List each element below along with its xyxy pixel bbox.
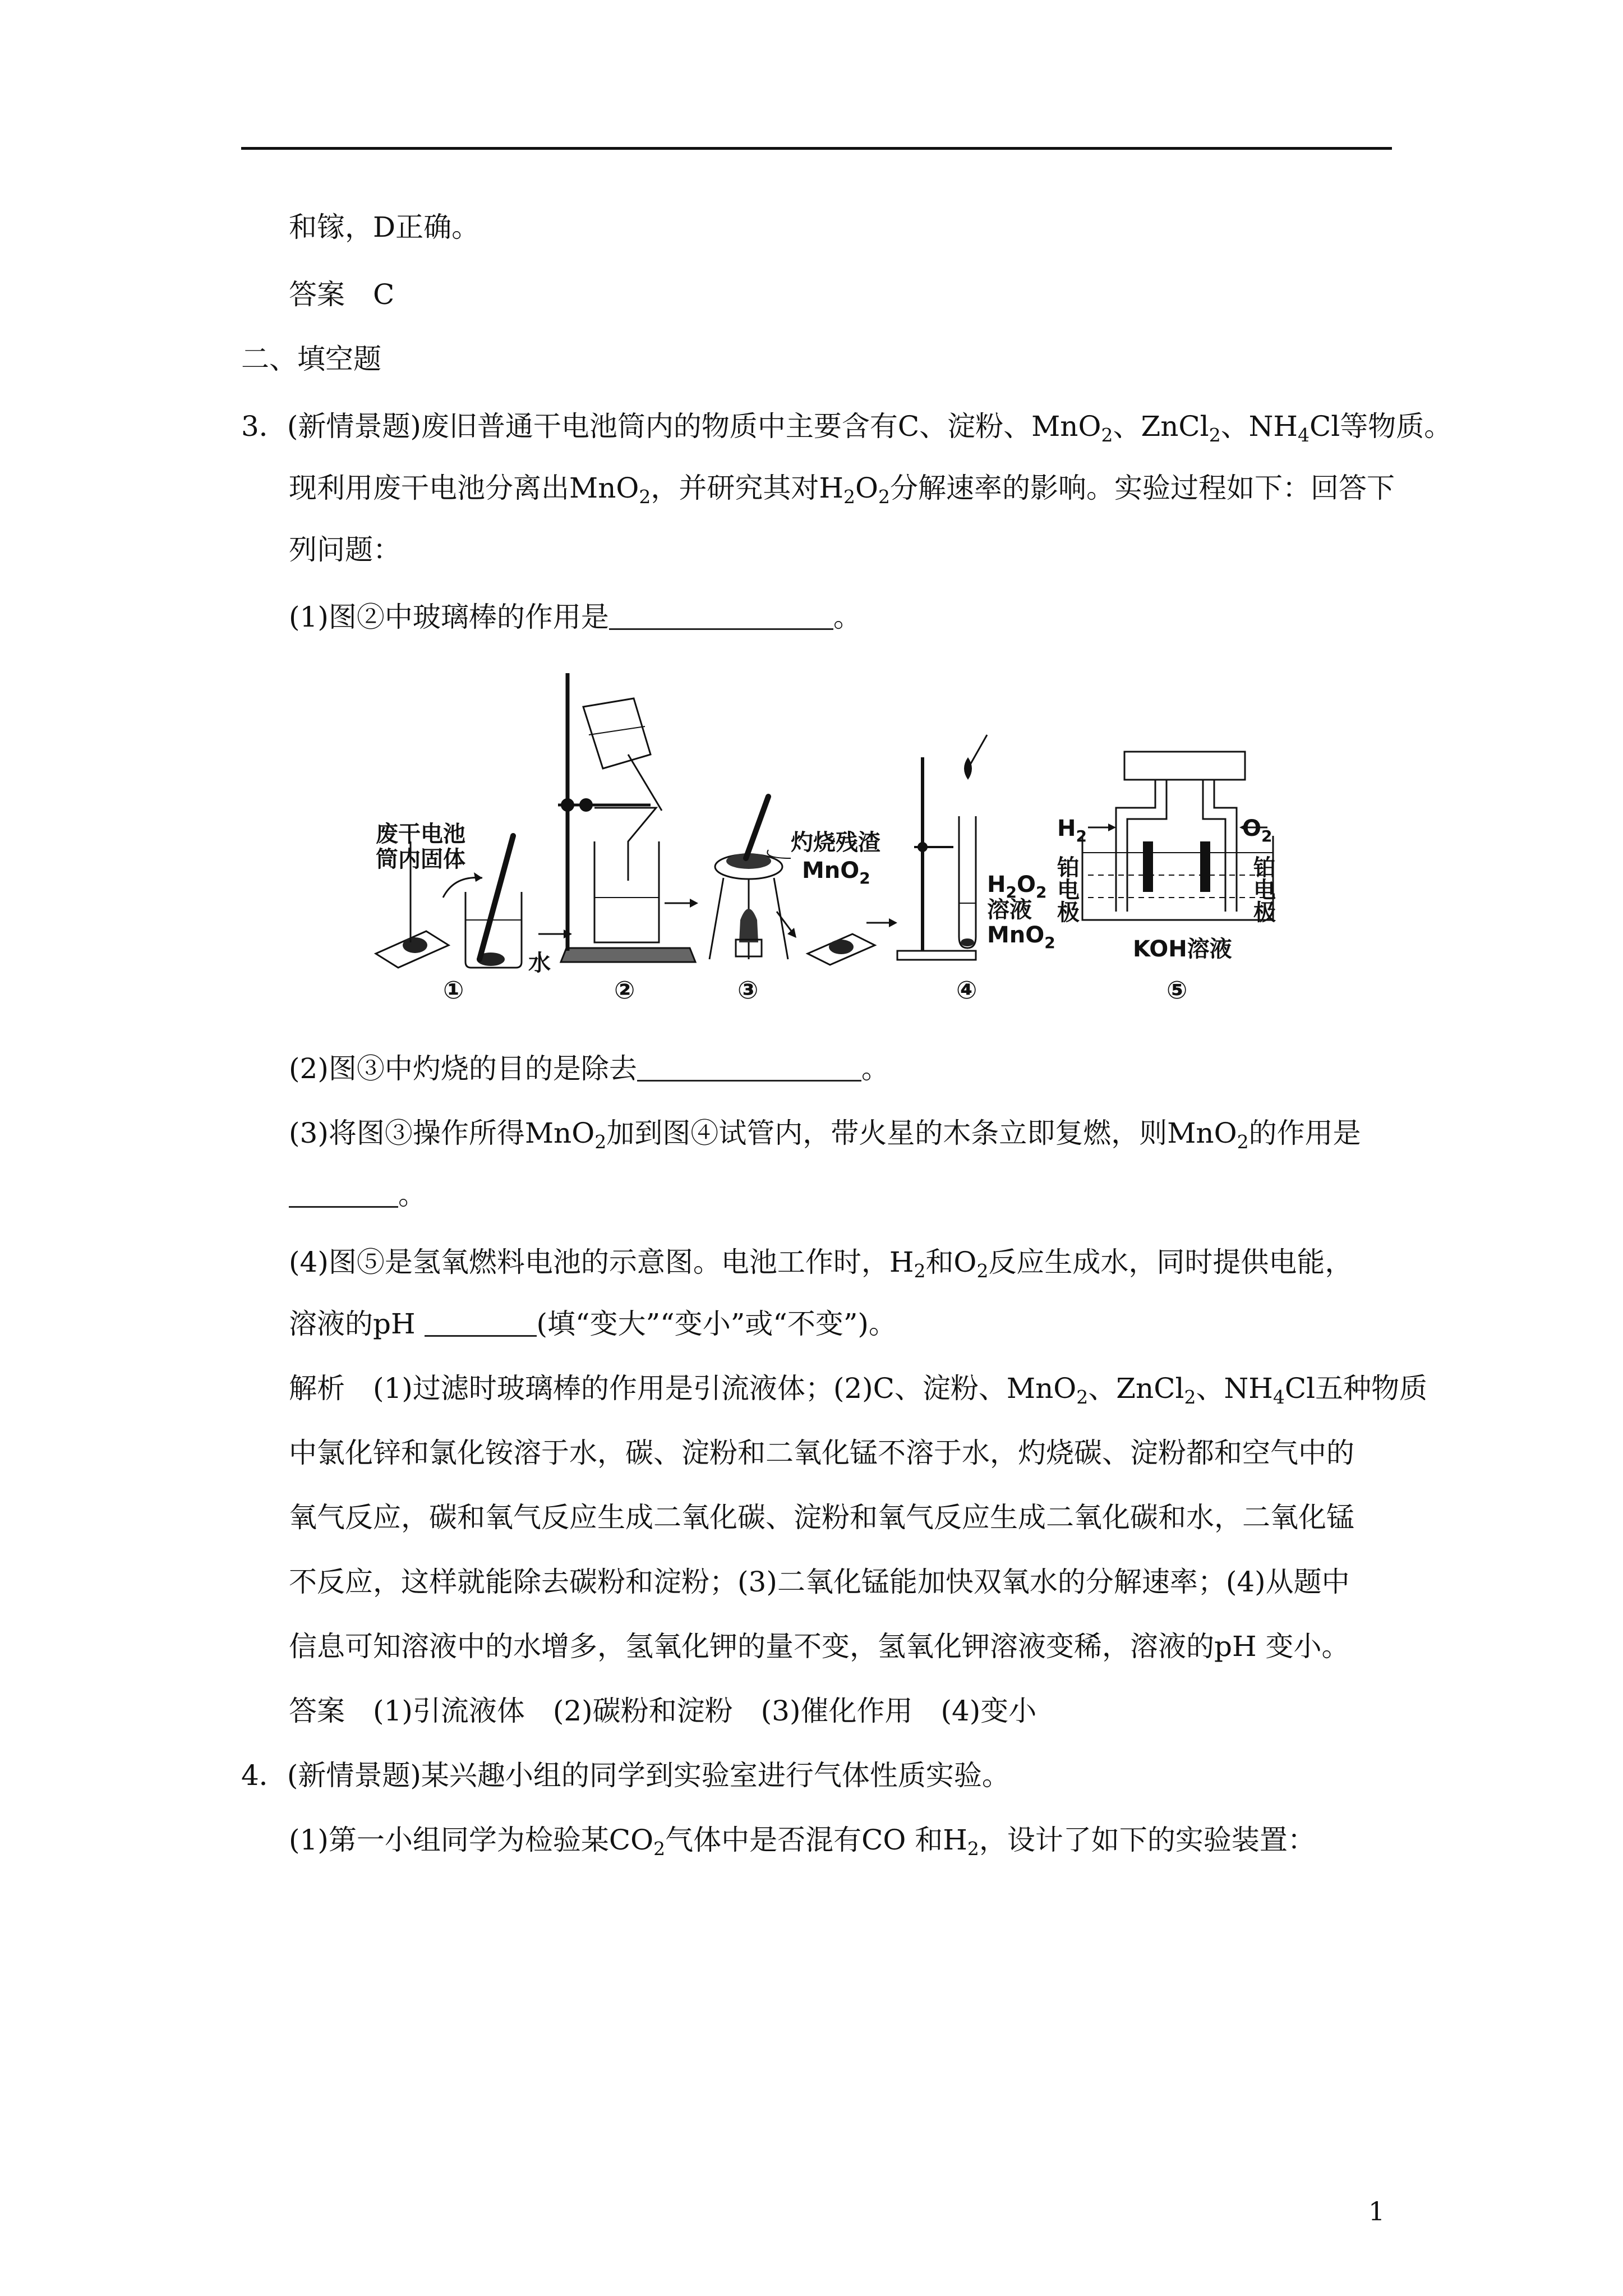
label-water: 水	[528, 950, 551, 976]
q3-stem-line-1: 3．(新情景题)废旧普通干电池筒内的物质中主要含有C、淀粉、MnO$_2$、ZnCl$_2$、$NH_4Cl$等物质。	[241, 410, 1453, 446]
label-solution: 溶液	[987, 897, 1032, 923]
q3-part-1: (1)图②中玻璃棒的作用是 。	[289, 601, 861, 633]
label-solid-2: 筒内固体	[376, 846, 465, 872]
arrow-icon	[690, 899, 698, 908]
q3-stem-line-2: 现利用废干电池分离出MnO$_2$，并研究其对$H_2O_2$分解速率的影响。实验过程如下：回答下	[289, 472, 1395, 508]
step-number-5: ⑤	[1166, 976, 1188, 1004]
q3-part-3: (3)将图③操作所得MnO$_2$加到图④试管内，带火星的木条立即复燃，则MnO$_2$的作用是	[289, 1117, 1361, 1153]
q3-part-4-line-2: 溶液的pH (填“变大”“变小”或“不变”)。	[289, 1308, 897, 1340]
q3-analysis-line-3: 氧气反应，碳和氧气反应生成二氧化碳、淀粉和氧气反应生成二氧化碳和水，二氧化锰	[289, 1501, 1354, 1534]
residue-paper	[808, 934, 875, 965]
page-number: 1	[1368, 2196, 1385, 2226]
q3-analysis-line-2: 中氯化锌和氯化铵溶于水，碳、淀粉和二氧化锰不溶于水，灼烧碳、淀粉都和空气中的	[289, 1437, 1354, 1469]
q4-stem: 4．(新情景题)某兴趣小组的同学到实验室进行气体性质实验。	[241, 1759, 1010, 1792]
label-residue-2: MnO$_2$	[802, 858, 870, 887]
apparatus-3	[709, 797, 788, 959]
arrow-icon	[777, 912, 794, 934]
q3-part-3-blank: 。	[289, 1175, 426, 1214]
step-number-4: ④	[956, 976, 978, 1004]
label-pt-left-3: 极	[1057, 900, 1080, 926]
q3-analysis-line-4: 不反应，这样就能除去碳粉和淀粉；(3)二氧化锰能加快双氧水的分解速率；(4)从题中	[289, 1566, 1350, 1598]
label-mno2: MnO$_2$	[987, 922, 1055, 952]
step-number-3: ③	[737, 976, 759, 1004]
label-pt-left-1: 铂	[1057, 855, 1080, 881]
apparatus-4	[897, 735, 987, 960]
apparatus-2	[558, 673, 695, 962]
label-pt-right-1: 铂	[1253, 855, 1276, 881]
experiment-figure	[359, 656, 1279, 1004]
answer-blank[interactable]	[289, 1181, 398, 1208]
label-koh: KOH溶液	[1133, 936, 1232, 962]
q3-analysis-line-1: 解析 (1)过滤时玻璃棒的作用是引流液体；(2)C、淀粉、MnO$_2$、ZnCl$_2$、$NH_4Cl$五种物质	[289, 1372, 1428, 1408]
prev-answer-text: 和镓，D正确。	[289, 211, 480, 243]
arrow-icon	[787, 928, 796, 938]
label-pt-right-3: 极	[1253, 900, 1276, 926]
q3-answer: 答案 (1)引流液体 (2)碳粉和淀粉 (3)催化作用 (4)变小	[289, 1695, 1037, 1727]
label-h2: $H_2$	[1057, 816, 1087, 845]
q3-stem-line-3: 列问题：	[289, 533, 401, 566]
header-rule	[241, 147, 1392, 150]
arrow-icon	[889, 918, 897, 927]
section-title: 二、填空题	[241, 343, 381, 375]
prev-answer-line: 答案 C	[289, 278, 395, 311]
label-h2o2: $H_2O_2$	[987, 872, 1047, 901]
label-o2: $O_2$	[1242, 816, 1272, 845]
label-pt-right-2: 电	[1253, 877, 1276, 903]
label-solid-1: 废干电池	[376, 821, 465, 847]
answer-blank[interactable]	[609, 604, 833, 630]
q3-part-4: (4)图⑤是氢氧燃料电池的示意图。电池工作时，$H_2$和$O_2$反应生成水，同时提供电能，	[289, 1246, 1353, 1282]
q3-analysis-line-5: 信息可知溶液中的水增多，氢氧化钾的量不变，氢氧化钾溶液变稀，溶液的pH 变小。	[289, 1630, 1350, 1663]
step-number-2: ②	[614, 976, 635, 1004]
answer-blank[interactable]	[425, 1310, 537, 1337]
q4-part-1: (1)第一小组同学为检验某$CO_2$气体中是否混有CO 和$H_2$，设计了如下的实验装置：	[289, 1824, 1316, 1860]
step-number-1: ①	[443, 976, 464, 1004]
label-residue-1: 灼烧残渣	[791, 830, 880, 855]
q3-part-2: (2)图③中灼烧的目的是除去 。	[289, 1052, 889, 1085]
label-pt-left-2: 电	[1057, 877, 1080, 903]
answer-blank[interactable]	[637, 1055, 861, 1082]
